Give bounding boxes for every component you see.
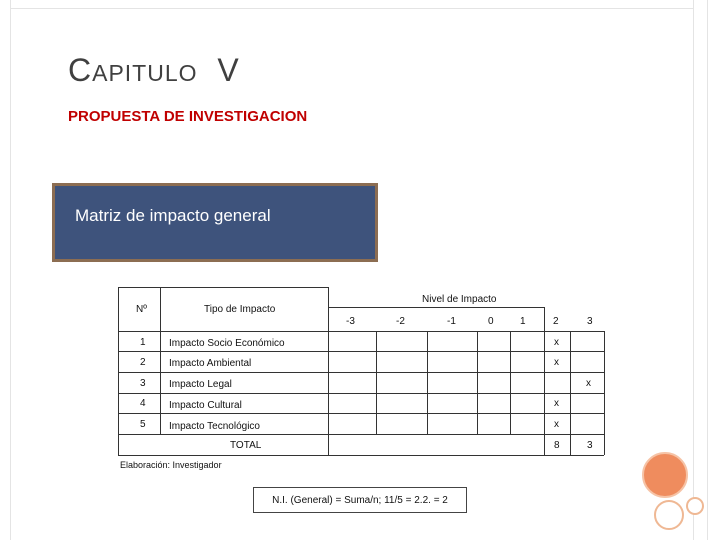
source-note: Elaboración: Investigador — [120, 460, 222, 470]
row-number: 4 — [140, 398, 146, 409]
row-number: 1 — [140, 337, 146, 348]
level-header: -1 — [447, 316, 456, 327]
table-border — [510, 331, 511, 434]
level-header: 1 — [520, 316, 526, 327]
row-impact-type: Impacto Cultural — [169, 400, 242, 411]
frame-line-top — [10, 8, 694, 9]
decorative-circle-medium — [654, 500, 684, 530]
table-border — [160, 287, 161, 434]
table-border — [570, 331, 571, 455]
slide-title: CAPITULO V — [68, 52, 240, 88]
total-level-3: 3 — [587, 440, 593, 451]
table-border — [118, 287, 328, 288]
total-label: TOTAL — [230, 440, 262, 451]
row-mark: x — [554, 398, 559, 409]
header-impact-level: Nivel de Impacto — [422, 294, 497, 305]
table-border — [118, 331, 604, 332]
level-header: 2 — [553, 316, 559, 327]
row-mark: x — [554, 357, 559, 368]
table-border — [328, 287, 329, 455]
row-impact-type: Impacto Socio Económico — [169, 338, 285, 349]
table-border — [118, 351, 604, 352]
row-mark: x — [586, 378, 591, 389]
table-border — [544, 307, 545, 455]
row-mark: x — [554, 337, 559, 348]
table-border — [118, 413, 604, 414]
formula-box — [253, 487, 467, 513]
formula-text: N.I. (General) = Suma/n; 11/5 = 2.2. = 2 — [272, 494, 448, 506]
frame-line-left — [10, 0, 11, 540]
row-impact-type: Impacto Legal — [169, 379, 232, 390]
row-number: 5 — [140, 419, 146, 430]
frame-line-right-outer — [707, 0, 708, 540]
table-border — [376, 331, 377, 434]
table-border — [118, 455, 604, 456]
table-border — [427, 331, 428, 434]
banner-box — [52, 183, 378, 262]
frame-line-right — [693, 0, 694, 540]
table-border — [118, 287, 119, 455]
row-impact-type: Impacto Tecnológico — [169, 421, 260, 432]
header-no: Nº — [136, 304, 147, 315]
header-impact-type: Tipo de Impacto — [204, 304, 276, 315]
total-level-2: 8 — [554, 440, 560, 451]
level-header: -2 — [396, 316, 405, 327]
decorative-circle-large — [642, 452, 688, 498]
decorative-circle-small — [686, 497, 704, 515]
slide-subtitle: PROPUESTA DE INVESTIGACION — [68, 108, 308, 125]
level-header: 0 — [488, 316, 494, 327]
row-number: 3 — [140, 378, 146, 389]
level-header: 3 — [587, 316, 593, 327]
row-mark: x — [554, 419, 559, 430]
table-border — [477, 331, 478, 434]
table-border — [118, 372, 604, 373]
table-border — [328, 307, 544, 308]
table-border — [118, 434, 604, 435]
table-border — [118, 393, 604, 394]
table-border — [604, 331, 605, 455]
level-header: -3 — [346, 316, 355, 327]
banner-label: Matriz de impacto general — [75, 206, 271, 225]
row-number: 2 — [140, 357, 146, 368]
row-impact-type: Impacto Ambiental — [169, 358, 252, 369]
